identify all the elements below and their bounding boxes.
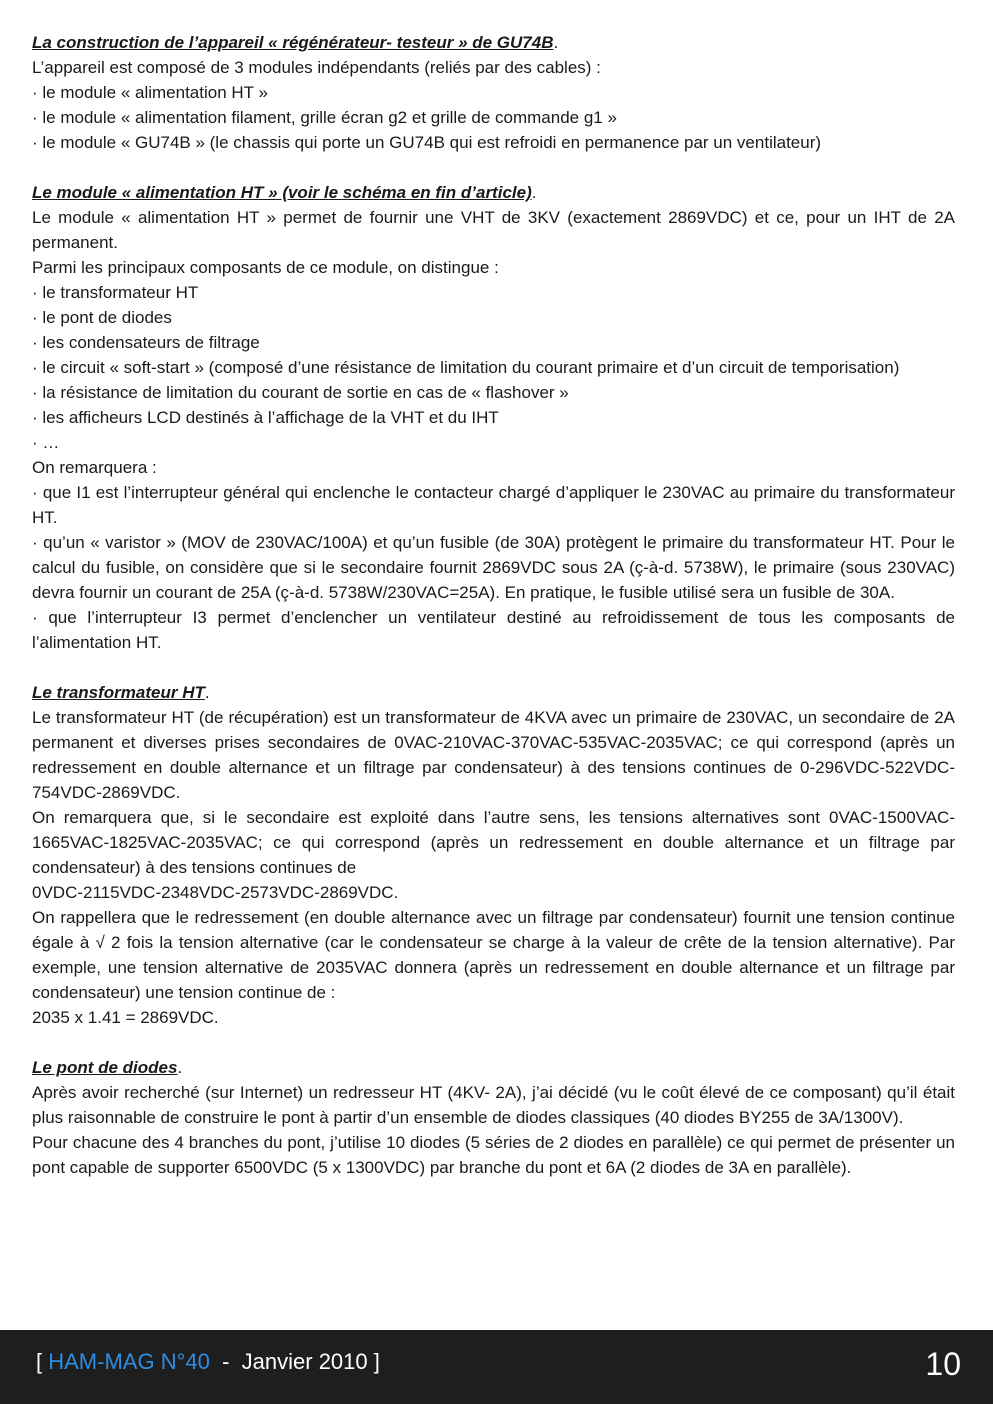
bullet-item: · le transformateur HT: [32, 283, 199, 302]
footer-magazine-name: HAM-MAG N°40: [48, 1349, 210, 1374]
paragraph: On rappellera que le redressement (en double alternance avec un filtrage par condensateur) fournit une tension continue égale à √ 2 fois la tension alternative (car le condensateur se charge à la valeur de crête de la tension alternative). Par exemple, une tension alternative de 2035VAC donnera (après un redressement en double alternance et un filtrage par condensateur) une tension continue de :: [32, 908, 955, 1002]
bullet-item: · …: [32, 433, 60, 452]
section-heading-line: Le transformateur HT.: [32, 683, 210, 702]
paragraph: Parmi les principaux composants de ce module, on distingue :: [32, 258, 499, 277]
footer-date: Janvier 2010: [241, 1349, 368, 1374]
bullet-item: · qu’un « varistor » (MOV de 230VAC/100A) et qu’un fusible (de 30A) protègent le primaire du transformateur HT. Pour le calcul du fusible, on considère que si le secondaire fournit 2869VDC sous 2A (ç-à-d. 5738W), le primaire (sous 230VAC) devra fournir un courant de 25A (ç-à-d. 5738W/230VAC=25A). En pratique, le fusible utilisé sera un fusible de 30A.: [32, 533, 955, 602]
paragraph: On remarquera que, si le secondaire est exploité dans l’autre sens, les tensions alternatives sont 0VAC-1500VAC-1665VAC-1825VAC-2035VAC; ce qui correspond (après un redressement en double alternance et un filtrage par condensateur) à des tensions continues de: [32, 808, 955, 877]
bullet-item: · que l’interrupteur I3 permet d’enclencher un ventilateur destiné au refroidissement de tous les composants de l’alimentation HT.: [32, 608, 955, 652]
paragraph-spacer: [32, 655, 955, 680]
bullet-item: · que I1 est l’interrupteur général qui enclenche le contacteur chargé d’appliquer le 230VAC au primaire du transformateur HT.: [32, 483, 955, 527]
bullet-item: · les afficheurs LCD destinés à l’affichage de la VHT et du IHT: [32, 408, 499, 427]
footer-close-bracket: ]: [373, 1349, 380, 1374]
paragraph: On remarquera :: [32, 458, 157, 477]
section-heading-line: Le module « alimentation HT » (voir le schéma en fin d’article).: [32, 183, 537, 202]
bullet-item: · le module « alimentation filament, grille écran g2 et grille de commande g1 »: [32, 108, 617, 127]
paragraph: Le module « alimentation HT » permet de fournir une VHT de 3KV (exactement 2869VDC) et ce, pour un IHT de 2A permanent.: [32, 208, 955, 252]
footer-issue-label: [36, 1349, 380, 1375]
paragraph: L’appareil est composé de 3 modules indépendants (reliés par des cables) :: [32, 58, 601, 77]
footer-separator: -: [222, 1349, 230, 1374]
bullet-item: · le circuit « soft-start » (composé d’une résistance de limitation du courant primaire et d’un circuit de temporisation): [32, 358, 900, 377]
page-footer: [0, 1330, 993, 1404]
paragraph: 2035 x 1.41 = 2869VDC.: [32, 1008, 219, 1027]
page-number: 10: [925, 1346, 961, 1382]
article-body: [32, 30, 955, 1180]
section-heading-line: Le pont de diodes.: [32, 1058, 183, 1077]
paragraph-spacer: [32, 1030, 955, 1055]
bullet-item: · le module « alimentation HT »: [32, 83, 268, 102]
paragraph: Pour chacune des 4 branches du pont, j’utilise 10 diodes (5 séries de 2 diodes en parallèle) ce qui permet de présenter un pont capable de supporter 6500VDC (5 x 1300VDC) par branche du pont et 6A (2 diodes de 3A en parallèle).: [32, 1133, 955, 1177]
section-heading-construction: La construction de l’appareil « régénérateur- testeur » de GU74B: [32, 33, 554, 52]
section-heading-pont-diodes: Le pont de diodes: [32, 1058, 178, 1077]
section-heading-alimentation-ht: Le module « alimentation HT » (voir le schéma en fin d’article): [32, 183, 532, 202]
paragraph: Après avoir recherché (sur Internet) un redresseur HT (4KV- 2A), j’ai décidé (vu le coût élevé de ce composant) qu’il était plus raisonnable de construire le pont à partir d’un ensemble de diodes classiques (40 diodes BY255 de 3A/1300V).: [32, 1083, 955, 1127]
bullet-item: · la résistance de limitation du courant de sortie en cas de « flashover »: [32, 383, 569, 402]
paragraph-spacer: [32, 155, 955, 180]
bullet-item: · les condensateurs de filtrage: [32, 333, 260, 352]
section-heading-line: La construction de l’appareil « régénérateur- testeur » de GU74B.: [32, 33, 559, 52]
bullet-item: · le module « GU74B » (le chassis qui porte un GU74B qui est refroidi en permanence par un ventilateur): [32, 133, 822, 152]
paragraph: 0VDC-2115VDC-2348VDC-2573VDC-2869VDC.: [32, 883, 399, 902]
footer-open-bracket: [: [36, 1349, 43, 1374]
bullet-item: · le pont de diodes: [32, 308, 172, 327]
section-heading-transformateur: Le transformateur HT: [32, 683, 205, 702]
paragraph: Le transformateur HT (de récupération) est un transformateur de 4KVA avec un primaire de 230VAC, un secondaire de 2A permanent et diverses prises secondaires de 0VAC-210VAC-370VAC-535VAC-2035VAC; ce qui correspond (après un redressement en double alternance et un filtrage par condensateur) à des tensions continues de 0-296VDC-522VDC-754VDC-2869VDC.: [32, 708, 955, 802]
